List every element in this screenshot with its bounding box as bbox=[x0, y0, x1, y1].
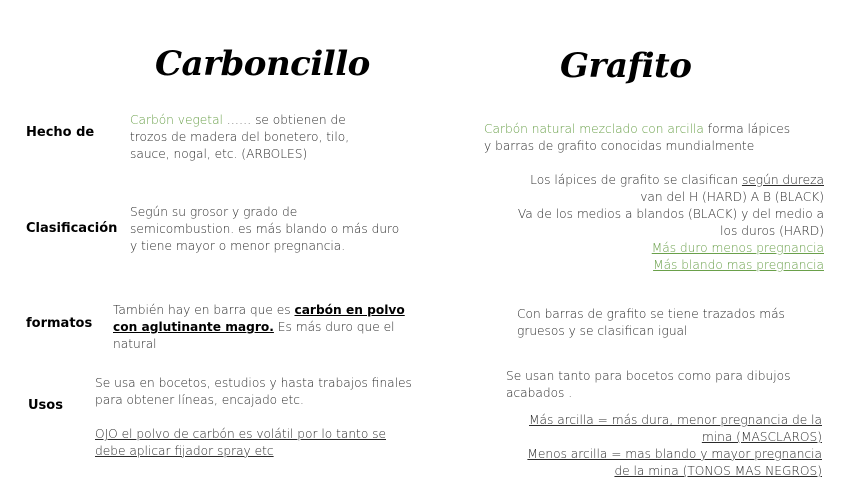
label-formatos: formatos bbox=[26, 316, 93, 331]
grafito-usos-b2: de la mina (TONOS MAS NEGROS) bbox=[614, 464, 822, 478]
carboncillo-clasif-l1: Según su grosor y grado de bbox=[130, 205, 298, 219]
grafito-clasif-g1: Más duro menos pregnancia bbox=[651, 241, 824, 255]
grafito-clasif-l2: van del H (HARD) A B (BLACK) bbox=[640, 190, 824, 204]
grafito-clasif-l4: los duros (HARD) bbox=[720, 224, 824, 238]
carboncillo-usos-n1: OJO el polvo de carbón es volátil por lo tanto se bbox=[95, 427, 387, 441]
carboncillo-formatos-l3: natural bbox=[113, 337, 157, 351]
label-usos: Usos bbox=[28, 398, 63, 413]
grafito-usos-text bbox=[506, 368, 790, 402]
grafito-hecho-text bbox=[484, 121, 790, 155]
label-hecho-de: Hecho de bbox=[26, 125, 95, 140]
carboncillo-formatos-bold1: carbón en polvo bbox=[294, 303, 405, 317]
grafito-usos-a2: mina (MASCLAROS) bbox=[701, 430, 822, 444]
grafito-hecho-l1: forma lápices bbox=[703, 122, 791, 136]
grafito-formatos-l1: Con barras de grafito se tiene trazados más bbox=[517, 307, 785, 321]
carboncillo-hecho-green: Carbón vegetal bbox=[130, 113, 223, 127]
carboncillo-clasif-l2: semicombustion. es más blando o más duro bbox=[130, 222, 400, 236]
grafito-clasif-l3: Va de los medios a blandos (BLACK) y del medio a bbox=[517, 207, 824, 221]
label-clasificacion: Clasificación bbox=[26, 221, 118, 236]
carboncillo-hecho-l1: se obtienen de bbox=[255, 113, 346, 127]
grafito-clasif-g2: Más blando mas pregnancia bbox=[653, 258, 824, 272]
carboncillo-formatos-text bbox=[113, 302, 405, 353]
title-grafito: Grafito bbox=[560, 46, 692, 86]
grafito-usos-b1: Menos arcilla = mas blando y mayor pregnancia bbox=[527, 447, 822, 461]
carboncillo-usos-note bbox=[95, 426, 386, 460]
carboncillo-usos-text bbox=[95, 375, 412, 409]
grafito-hecho-green: Carbón natural mezclado con arcilla bbox=[484, 122, 704, 136]
grafito-usos-l1: Se usan tanto para bocetos como para dibujos bbox=[506, 369, 791, 383]
carboncillo-usos-l2: para obtener líneas, encajado etc. bbox=[95, 393, 304, 407]
grafito-formatos-text bbox=[517, 306, 785, 340]
grafito-formatos-l2: gruesos y se clasifican igual bbox=[517, 324, 688, 338]
carboncillo-hecho-dots: …… bbox=[222, 113, 256, 127]
grafito-usos-arcilla bbox=[527, 412, 822, 480]
carboncillo-usos-l1: Se usa en bocetos, estudios y hasta trabajos finales bbox=[95, 376, 412, 390]
grafito-clasif-l1u: según dureza bbox=[741, 173, 824, 187]
grafito-usos-a1: Más arcilla = más dura, menor pregnancia de la bbox=[529, 413, 822, 427]
carboncillo-clasif-l3: y tiene mayor o menor pregnancia. bbox=[130, 239, 346, 253]
title-carboncillo: Carboncillo bbox=[155, 44, 370, 84]
grafito-usos-l2: acabados . bbox=[506, 386, 573, 400]
carboncillo-formatos-post: Es más duro que el bbox=[273, 320, 395, 334]
carboncillo-clasificacion-text bbox=[130, 204, 399, 255]
carboncillo-formatos-bold2: con aglutinante magro. bbox=[113, 320, 274, 334]
carboncillo-formatos-pre: También hay en barra que es bbox=[113, 303, 295, 317]
carboncillo-hecho-text bbox=[130, 112, 349, 163]
carboncillo-hecho-l2: trozos de madera del bonetero, tilo, bbox=[130, 130, 350, 144]
grafito-clasificacion-text bbox=[518, 172, 824, 274]
carboncillo-hecho-l3: sauce, nogal, etc. (ARBOLES) bbox=[130, 147, 308, 161]
carboncillo-usos-n2: debe aplicar fijador spray etc bbox=[95, 444, 274, 458]
grafito-hecho-l2: y barras de grafito conocidas mundialmente bbox=[484, 139, 755, 153]
grafito-clasif-l1a: Los lápices de grafito se clasifican bbox=[530, 173, 742, 187]
